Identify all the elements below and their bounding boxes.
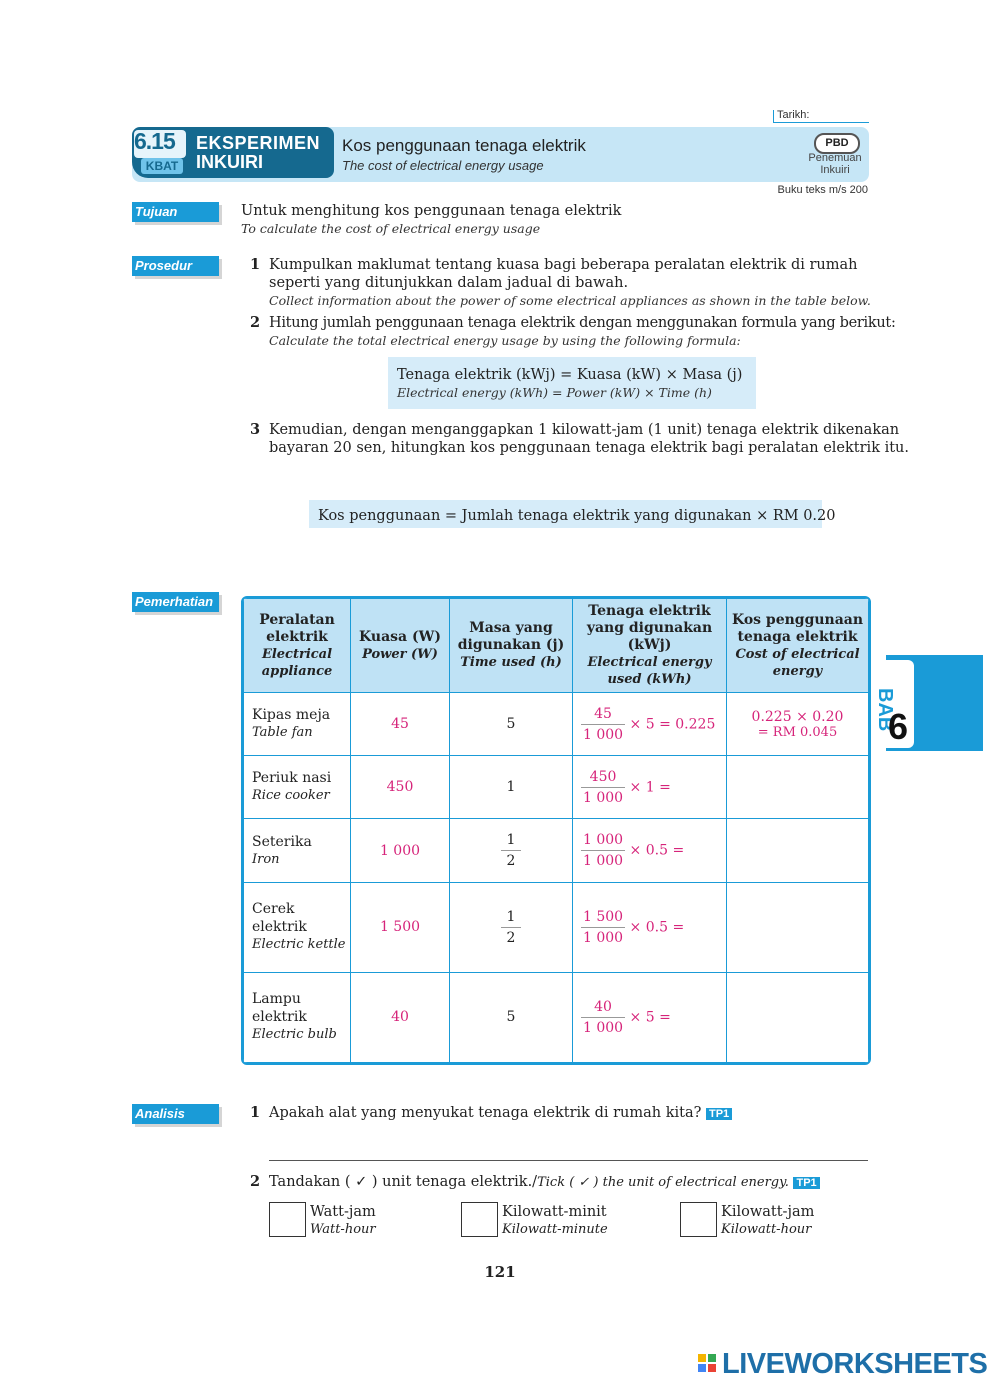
appliance-cell: Lampu elektrik Electric bulb xyxy=(244,972,351,1062)
energy-cell[interactable] xyxy=(573,972,727,1062)
tujuan-text-en: To calculate the cost of electrical energy usage xyxy=(241,221,541,236)
tujuan-tag: Tujuan xyxy=(132,202,219,222)
time-cell xyxy=(450,882,573,972)
chapter-number: 6 xyxy=(888,706,909,747)
energy-result: × 0.5 = xyxy=(629,842,685,859)
power-cell: 1 000 xyxy=(351,819,450,882)
energy-cell[interactable] xyxy=(573,693,727,756)
appliance-cell: Cerek elektrik Electric kettle xyxy=(244,882,351,972)
step-1-en: Collect information about the power of some electrical appliances as shown in the table below. xyxy=(269,293,871,308)
cost-formula: Kos penggunaan = Jumlah tenaga elektrik yang digunakan × RM 0.20 xyxy=(318,508,836,524)
page-subtitle: The cost of electrical energy usage xyxy=(342,158,544,173)
header-energy: Tenaga elektrik yang digunakan (kWj) Electrical energy used (kWh) xyxy=(573,599,727,693)
textbook-reference: Buku teks m/s 200 xyxy=(777,184,868,196)
energy-cell[interactable] xyxy=(573,819,727,882)
time-cell: 5 xyxy=(450,972,573,1062)
power-cell: 40 xyxy=(351,972,450,1062)
appliance-cell: Periuk nasi Rice cooker xyxy=(244,756,351,819)
energy-formula-en: Electrical energy (kWh) = Power (kW) × Time (h) xyxy=(397,385,712,400)
step-3-line1: Kemudian, dengan menganggapkan 1 kilowatt-jam (1 unit) tenaga elektrik dikenakan xyxy=(269,422,900,438)
step-1-line2: seperti yang ditunjukkan dalam jadual di bawah. xyxy=(269,275,629,291)
chapter-label: BAB xyxy=(874,688,896,732)
energy-fraction: $\frac{40}{1 000}$ xyxy=(583,998,624,1036)
time-cell: 5 xyxy=(450,693,573,756)
step-3-line2: bayaran 20 sen, hitungkan kos penggunaan tenaga elektrik bagi peralatan elektrik itu. xyxy=(269,440,910,456)
header-cost: Kos penggunaan tenaga elektrik Cost of electrical energy xyxy=(727,599,869,693)
energy-cell[interactable] xyxy=(573,756,727,819)
energy-fraction: $\frac{45}{1 000}$ xyxy=(583,705,624,743)
cost-cell[interactable]: 0.225 × 0.20 = RM 0.045 xyxy=(727,693,869,756)
liveworksheets-logo-icon xyxy=(698,1354,720,1376)
step-2-number: 2 xyxy=(250,314,261,331)
kbat-badge: KBAT xyxy=(141,158,183,174)
energy-formula: Tenaga elektrik (kWj) = Kuasa (kW) × Masa (j) xyxy=(397,367,743,383)
energy-result: × 1 = xyxy=(629,779,671,796)
table-row xyxy=(244,756,869,819)
analisis-tag: Analisis xyxy=(132,1104,219,1124)
page-number: 121 xyxy=(484,1263,516,1281)
time-fraction: $\frac{1}{2}$ xyxy=(501,909,522,946)
appliance-cell: Kipas meja Table fan xyxy=(244,693,351,756)
tujuan-text: Untuk menghitung kos penggunaan tenaga elektrik xyxy=(241,203,622,219)
pbd-caption-line2: Inkuiri xyxy=(820,164,850,176)
cost-cell[interactable] xyxy=(727,819,869,882)
table-row xyxy=(244,693,869,756)
pemerhatian-tag: Pemerhatian xyxy=(132,592,219,612)
energy-result: × 0.5 = xyxy=(629,919,685,936)
prosedur-tag: Prosedur xyxy=(132,256,219,276)
time-cell xyxy=(450,819,573,882)
experiment-label: EKSPERIMEN xyxy=(196,133,321,153)
header-time: Masa yang digunakan (j) Time used (h) xyxy=(450,599,573,693)
time-fraction: $\frac{1}{2}$ xyxy=(501,832,522,869)
tp-badge: TP1 xyxy=(706,1108,732,1120)
energy-cell[interactable] xyxy=(573,882,727,972)
power-cell: 45 xyxy=(351,693,450,756)
cost-cell[interactable] xyxy=(727,972,869,1062)
table-row xyxy=(244,882,869,972)
time-cell: 1 xyxy=(450,756,573,819)
table-row xyxy=(244,972,869,1062)
power-cell: 1 500 xyxy=(351,882,450,972)
energy-result: × 5 = xyxy=(629,1009,671,1026)
inquiry-label: INKUIRI xyxy=(196,152,263,172)
page-title: Kos penggunaan tenaga elektrik xyxy=(342,136,586,155)
table-row xyxy=(244,819,869,882)
date-label: Tarikh: xyxy=(777,109,810,121)
pbd-badge: PBD xyxy=(814,133,860,154)
activity-code: 6.15 xyxy=(134,128,175,154)
question-2: Tandakan ( ✓ ) unit tenaga elektrik./Tick ( ✓ ) the unit of electrical energy. TP1 xyxy=(269,1173,820,1192)
energy-result: × 5 = 0.225 xyxy=(629,716,716,733)
header-appliance: Peralatan elektrik Electrical appliance xyxy=(244,599,351,693)
energy-fraction: $\frac{1 500}{1 000}$ xyxy=(583,908,624,946)
power-cell: 450 xyxy=(351,756,450,819)
step-2-en: Calculate the total electrical energy usage by using the following formula: xyxy=(269,333,741,348)
question-1-number: 1 xyxy=(250,1104,261,1121)
table-header-row xyxy=(244,599,869,693)
energy-fraction: $\frac{1 000}{1 000}$ xyxy=(583,832,624,870)
answer-line[interactable] xyxy=(269,1160,868,1161)
cost-cell[interactable] xyxy=(727,756,869,819)
tp-badge: TP1 xyxy=(793,1177,819,1189)
pbd-caption xyxy=(800,152,870,176)
checkbox-kilowatt-minute[interactable] xyxy=(461,1202,498,1237)
header-power: Kuasa (W) Power (W) xyxy=(351,599,450,693)
appliance-cell: Seterika Iron xyxy=(244,819,351,882)
option-kilowatt-minute: Kilowatt-minit Kilowatt-minute xyxy=(502,1204,608,1237)
step-1-number: 1 xyxy=(250,256,261,273)
step-2-line1: Hitung jumlah penggunaan tenaga elektrik dengan menggunakan formula yang berikut: xyxy=(269,315,896,331)
liveworksheets-brand: LIVEWORKSHEETS xyxy=(722,1348,988,1380)
observation-table xyxy=(241,596,871,1065)
option-kilowatt-hour: Kilowatt-jam Kilowatt-hour xyxy=(721,1204,815,1237)
question-1: Apakah alat yang menyukat tenaga elektrik di rumah kita? TP1 xyxy=(269,1104,732,1123)
step-3-number: 3 xyxy=(250,421,261,438)
checkbox-watt-hour[interactable] xyxy=(269,1202,306,1237)
checkbox-kilowatt-hour[interactable] xyxy=(680,1202,717,1237)
pbd-caption-line1: Penemuan xyxy=(808,152,862,164)
cost-cell[interactable] xyxy=(727,882,869,972)
question-2-number: 2 xyxy=(250,1173,261,1190)
option-watt-hour: Watt-jam Watt-hour xyxy=(310,1204,376,1237)
energy-fraction: $\frac{450}{1 000}$ xyxy=(583,768,624,806)
step-1-line1: Kumpulkan maklumat tentang kuasa bagi beberapa peralatan elektrik di rumah xyxy=(269,257,858,273)
